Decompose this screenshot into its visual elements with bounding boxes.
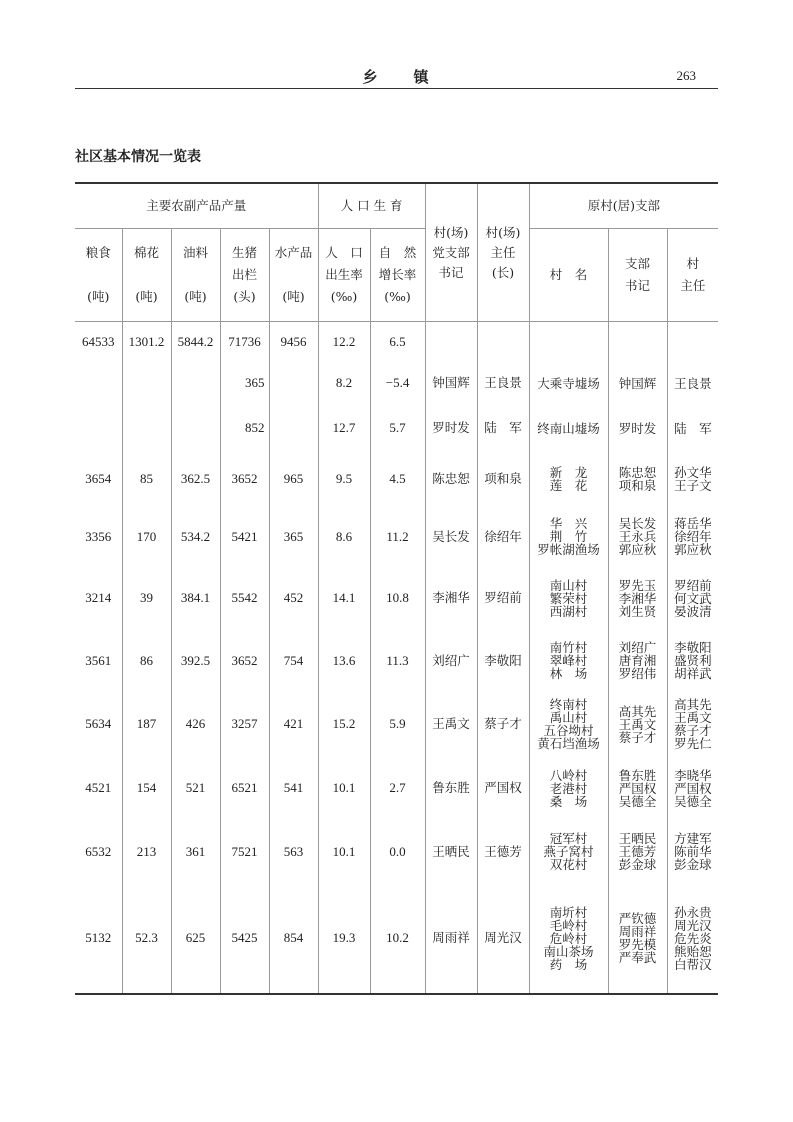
page-number: 263: [676, 68, 696, 83]
cell-birth-rate: 8.6: [318, 507, 370, 567]
cell-oil: 426: [171, 692, 220, 757]
cell-birth-rate: 10.1: [318, 820, 370, 884]
cell-aquatic: 421: [269, 692, 318, 757]
cell-birth-rate: 19.3: [318, 884, 370, 994]
cell-branch-secretary: 钟国辉: [608, 362, 667, 405]
header-cotton: 棉花 (吨): [122, 229, 171, 322]
cell-pigs: 3652: [220, 630, 269, 692]
cell-birth-rate: 10.1: [318, 757, 370, 820]
cell-growth-rate: 11.3: [370, 630, 425, 692]
running-head: [75, 62, 718, 89]
cell-oil: [171, 405, 220, 452]
header-pigs: 生猪 出栏 (头): [220, 229, 269, 322]
cell-party-secretary: 钟国辉: [425, 362, 477, 405]
cell-aquatic: 563: [269, 820, 318, 884]
cell-village-head: 方建军 陈前华 彭金球: [667, 820, 718, 884]
cell-party-secretary: 鲁东胜: [425, 757, 477, 820]
table-row: [75, 630, 718, 692]
header-aquatic: 水产品 (吨): [269, 229, 318, 322]
header-oil: 油料 (吨): [171, 229, 220, 322]
group-header-population: 人 口 生 育: [318, 183, 425, 229]
cell-birth-rate: 12.7: [318, 405, 370, 452]
cell-pigs: 5421: [220, 507, 269, 567]
cell-branch-secretary: 刘绍广 唐育湘 罗绍伟: [608, 630, 667, 692]
cell-pigs: 852: [220, 405, 269, 452]
cell-party-secretary: 王晒民: [425, 820, 477, 884]
cell-grain: 3214: [75, 567, 122, 630]
table-row: [75, 362, 718, 405]
cell-growth-rate: 2.7: [370, 757, 425, 820]
cell-oil: 362.5: [171, 452, 220, 507]
cell-birth-rate: 13.6: [318, 630, 370, 692]
cell-cotton: 52.3: [122, 884, 171, 994]
cell-director: 严国权: [477, 757, 529, 820]
cell-aquatic: 365: [269, 507, 318, 567]
cell-party-secretary: 李湘华: [425, 567, 477, 630]
cell-village-head: 陆 军: [667, 405, 718, 452]
cell-growth-rate: −5.4: [370, 362, 425, 405]
cell-pigs: 5542: [220, 567, 269, 630]
cell-aquatic: [269, 405, 318, 452]
cell-aquatic: 452: [269, 567, 318, 630]
header-party-secretary: 村(场) 党支部 书记: [425, 183, 477, 322]
cell-village-head: 孙永贵 周光汉 危先炎 熊贻恕 白帮汉: [667, 884, 718, 994]
header-branch-secretary: 支部 书记: [608, 229, 667, 322]
cell-branch-secretary: 鲁东胜 严国权 吴德全: [608, 757, 667, 820]
group-header-original-branch: 原村(居)支部: [529, 183, 718, 229]
cell-village-name: 冠军村 燕子窝村 双花村: [529, 820, 608, 884]
table-row: [75, 507, 718, 567]
cell-village-name: 终南山墟场: [529, 405, 608, 452]
cell-grain: [75, 405, 122, 452]
cell-director: 王良景: [477, 362, 529, 405]
cell-cotton: 154: [122, 757, 171, 820]
cell-village-name: [529, 322, 608, 362]
community-table: [75, 182, 718, 995]
cell-village-name: 南山村 繁荣村 西湖村: [529, 567, 608, 630]
cell-grain: 4521: [75, 757, 122, 820]
cell-village-name: 大乘寺墟场: [529, 362, 608, 405]
cell-village-name: 南竹村 翠峰村 林 场: [529, 630, 608, 692]
cell-grain: 3561: [75, 630, 122, 692]
cell-director: 徐绍年: [477, 507, 529, 567]
cell-pigs: 5425: [220, 884, 269, 994]
table-row: [75, 692, 718, 757]
cell-director: 项和泉: [477, 452, 529, 507]
cell-grain: 5634: [75, 692, 122, 757]
header-birth-rate: 人 口 出生率 (‰): [318, 229, 370, 322]
cell-growth-rate: 4.5: [370, 452, 425, 507]
cell-pigs: 6521: [220, 757, 269, 820]
header-grain: 粮食 (吨): [75, 229, 122, 322]
cell-party-secretary: 陈忠恕: [425, 452, 477, 507]
cell-cotton: 170: [122, 507, 171, 567]
cell-cotton: [122, 405, 171, 452]
cell-village-head: 孙文华 王子文: [667, 452, 718, 507]
cell-village-name: 华 兴 荆 竹 罗帐湖渔场: [529, 507, 608, 567]
cell-growth-rate: 6.5: [370, 322, 425, 362]
table-row: [75, 757, 718, 820]
cell-branch-secretary: 罗先玉 李湘华 刘生贤: [608, 567, 667, 630]
cell-village-name: 南圻村 毛岭村 危岭村 南山茶场 药 场: [529, 884, 608, 994]
cell-oil: 521: [171, 757, 220, 820]
cell-aquatic: 9456: [269, 322, 318, 362]
cell-pigs: 71736: [220, 322, 269, 362]
cell-birth-rate: 15.2: [318, 692, 370, 757]
cell-village-name: 新 龙 莲 花: [529, 452, 608, 507]
cell-branch-secretary: 吴长发 王永兵 郭应秋: [608, 507, 667, 567]
cell-party-secretary: 周雨祥: [425, 884, 477, 994]
cell-aquatic: 754: [269, 630, 318, 692]
cell-oil: 361: [171, 820, 220, 884]
cell-grain: 3356: [75, 507, 122, 567]
cell-director: 蔡子才: [477, 692, 529, 757]
cell-director: 李敬阳: [477, 630, 529, 692]
cell-village-name: 八岭村 老港村 桑 场: [529, 757, 608, 820]
cell-village-head: 李敬阳 盛贤利 胡祥武: [667, 630, 718, 692]
table-row: [75, 567, 718, 630]
cell-grain: 3654: [75, 452, 122, 507]
cell-village-head: 罗绍前 何文武 晏波清: [667, 567, 718, 630]
cell-branch-secretary: 陈忠恕 项和泉: [608, 452, 667, 507]
header-village-name: 村 名: [529, 229, 608, 322]
cell-cotton: 213: [122, 820, 171, 884]
cell-oil: [171, 362, 220, 405]
cell-growth-rate: 0.0: [370, 820, 425, 884]
table-row: [75, 405, 718, 452]
cell-aquatic: 854: [269, 884, 318, 994]
cell-village-head: 李晓华 严国权 吴德全: [667, 757, 718, 820]
cell-grain: 64533: [75, 322, 122, 362]
cell-cotton: 1301.2: [122, 322, 171, 362]
cell-oil: 392.5: [171, 630, 220, 692]
cell-party-secretary: 刘绍广: [425, 630, 477, 692]
cell-aquatic: [269, 362, 318, 405]
table-row: [75, 820, 718, 884]
cell-director: 王德芳: [477, 820, 529, 884]
cell-branch-secretary: 王晒民 王德芳 彭金球: [608, 820, 667, 884]
cell-birth-rate: 14.1: [318, 567, 370, 630]
cell-branch-secretary: 高其先 王禹文 蔡子才: [608, 692, 667, 757]
cell-grain: 5132: [75, 884, 122, 994]
cell-party-secretary: 吴长发: [425, 507, 477, 567]
cell-growth-rate: 10.8: [370, 567, 425, 630]
cell-pigs: 7521: [220, 820, 269, 884]
cell-village-head: 蒋岳华 徐绍年 郭应秋: [667, 507, 718, 567]
cell-village-head: [667, 322, 718, 362]
table-row: [75, 452, 718, 507]
cell-birth-rate: 12.2: [318, 322, 370, 362]
header-growth-rate: 自 然 增长率 (‰): [370, 229, 425, 322]
cell-growth-rate: 10.2: [370, 884, 425, 994]
cell-party-secretary: 王禹文: [425, 692, 477, 757]
cell-birth-rate: 8.2: [318, 362, 370, 405]
cell-party-secretary: [425, 322, 477, 362]
cell-branch-secretary: 严钦德 周雨祥 罗先模 严奉武: [608, 884, 667, 994]
header-director: 村(场) 主任 (长): [477, 183, 529, 322]
cell-village-head: 高其先 王禹文 蔡子才 罗先仁: [667, 692, 718, 757]
cell-director: 周光汉: [477, 884, 529, 994]
table-row: [75, 322, 718, 362]
cell-cotton: 85: [122, 452, 171, 507]
cell-cotton: 39: [122, 567, 171, 630]
section-title: 乡 镇: [362, 68, 431, 86]
cell-cotton: 86: [122, 630, 171, 692]
cell-pigs: 3257: [220, 692, 269, 757]
cell-pigs: 3652: [220, 452, 269, 507]
cell-oil: 5844.2: [171, 322, 220, 362]
cell-oil: 534.2: [171, 507, 220, 567]
cell-director: [477, 322, 529, 362]
cell-growth-rate: 5.7: [370, 405, 425, 452]
cell-oil: 384.1: [171, 567, 220, 630]
cell-growth-rate: 5.9: [370, 692, 425, 757]
cell-branch-secretary: 罗时发: [608, 405, 667, 452]
cell-village-head: 王良景: [667, 362, 718, 405]
cell-pigs: 365: [220, 362, 269, 405]
cell-cotton: [122, 362, 171, 405]
cell-party-secretary: 罗时发: [425, 405, 477, 452]
cell-aquatic: 541: [269, 757, 318, 820]
cell-grain: [75, 362, 122, 405]
cell-director: 陆 军: [477, 405, 529, 452]
group-header-production: 主要农副产品产量: [75, 183, 318, 229]
cell-grain: 6532: [75, 820, 122, 884]
cell-cotton: 187: [122, 692, 171, 757]
cell-birth-rate: 9.5: [318, 452, 370, 507]
cell-village-name: 终南村 禹山村 五谷坳村 黄石垱渔场: [529, 692, 608, 757]
header-village-head: 村 主任: [667, 229, 718, 322]
table-body: [75, 322, 718, 994]
table-row: [75, 884, 718, 994]
table-caption: 社区基本情况一览表: [75, 149, 201, 165]
cell-aquatic: 965: [269, 452, 318, 507]
cell-director: 罗绍前: [477, 567, 529, 630]
cell-oil: 625: [171, 884, 220, 994]
cell-branch-secretary: [608, 322, 667, 362]
cell-growth-rate: 11.2: [370, 507, 425, 567]
